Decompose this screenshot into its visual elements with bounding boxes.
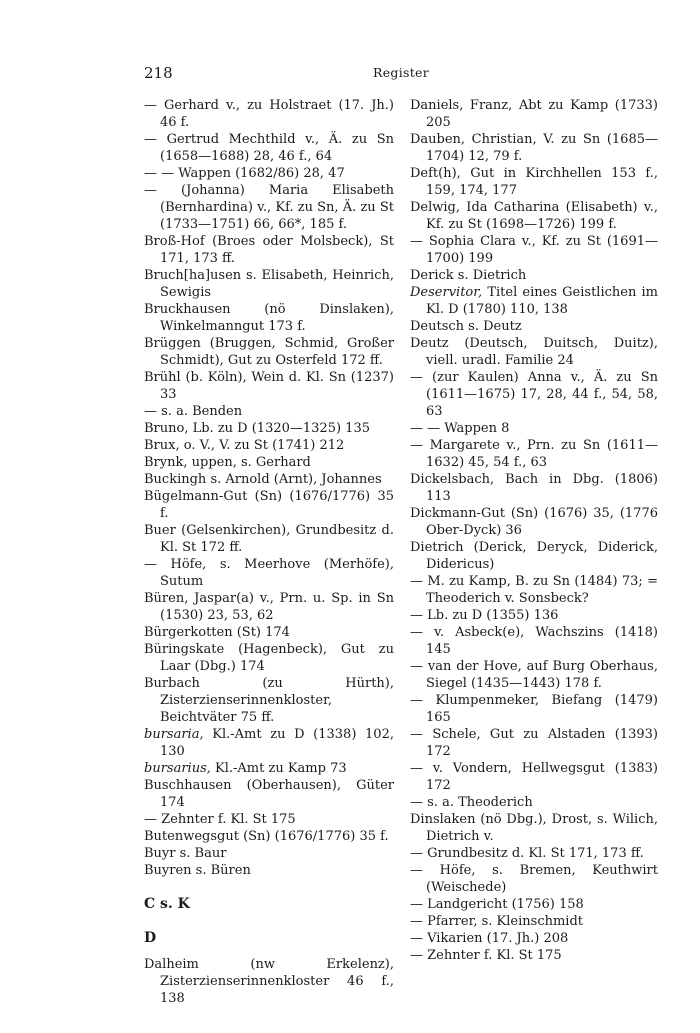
index-entry: — Lb. zu D (1355) 136 — [410, 608, 559, 623]
index-entry: Bruno, Lb. zu D (1320—1325) 135 — [144, 421, 370, 436]
index-entry: — v. Vondern, Hellwegsgut (1383) 172 — [410, 761, 658, 793]
running-head: Register — [372, 65, 430, 80]
index-entry: — Höfe, s. Bremen, Keuthwirt (Weischede) — [410, 863, 658, 895]
index-entry: Dauben, Christian, V. zu Sn (1685—1704) 12, 79 f. — [410, 132, 658, 164]
index-entry: Burbach (zu Hürth), Zisterzienserinnenkloster, Beichtväter 75 ff. — [144, 676, 394, 725]
index-entry: — — Wappen (1682/86) 28, 47 — [144, 166, 345, 181]
index-entry: — Zehnter f. Kl. St 175 — [144, 812, 296, 827]
index-entry: Deutsch s. Deutz — [410, 319, 522, 334]
index-entry: — Klumpenmeker, Biefang (1479) 165 — [410, 693, 658, 725]
index-entry: — Landgericht (1756) 158 — [410, 897, 584, 912]
index-entry: Brühl (b. Köln), Wein d. Kl. Sn (1237) 33 — [144, 370, 394, 402]
index-entry: Dickmann-Gut (Sn) (1676) 35, (1776 Ober-Dyck) 36 — [410, 506, 658, 538]
index-entry: Broß-Hof (Broes oder Molsbeck), St 171, 173 ff. — [144, 234, 394, 266]
index-entry: Butenwegsgut (Sn) (1676/1776) 35 f. — [144, 829, 389, 844]
index-entry: Delwig, Ida Catharina (Elisabeth) v., Kf. zu St (1698—1726) 199 f. — [410, 200, 658, 232]
index-entry: — Zehnter f. Kl. St 175 — [410, 948, 562, 963]
index-entry: — v. Asbeck(e), Wachszins (1418) 145 — [410, 625, 658, 657]
page-header — [144, 64, 658, 86]
index-entry — [144, 726, 394, 760]
index-entry: Buckingh s. Arnold (Arnt), Johannes — [144, 472, 382, 487]
index-entry — [144, 760, 394, 777]
page-number: 218 — [144, 64, 173, 82]
index-entry: — M. zu Kamp, B. zu Sn (1484) 73; = Theoderich v. Sonsbeck? — [410, 574, 658, 606]
section-heading-d: D — [144, 930, 157, 946]
index-entry: Dietrich (Derick, Deryck, Diderick, Didericus) — [410, 540, 658, 572]
index-entry: Buyr s. Baur — [144, 846, 227, 861]
index-entry: Brux, o. V., V. zu St (1741) 212 — [144, 438, 345, 453]
index-entry: — Gertrud Mechthild v., Ä. zu Sn (1658—1688) 28, 46 f., 64 — [144, 132, 394, 164]
index-entry: Buer (Gelsenkirchen), Grundbesitz d. Kl. St 172 ff. — [144, 523, 394, 555]
index-entry: Bürgerkotten (St) 174 — [144, 625, 290, 640]
section-heading-c: C s. K — [144, 896, 190, 912]
index-term-italic: bursaria, — [144, 727, 204, 742]
index-entry: — s. a. Benden — [144, 404, 243, 419]
index-entry-text: Kl.-Amt zu D (1338) 102, 130 — [160, 727, 394, 759]
index-entry: Dinslaken (nö Dbg.), Drost, s. Wilich, Dietrich v. — [410, 812, 658, 844]
index-entry — [410, 284, 658, 318]
index-entry: Büringskate (Hagenbeck), Gut zu Laar (Dbg.) 174 — [144, 642, 394, 674]
index-entry: — Schele, Gut zu Alstaden (1393) 172 — [410, 727, 658, 759]
index-entry: Buschhausen (Oberhausen), Güter 174 — [144, 778, 394, 810]
index-entry: — Sophia Clara v., Kf. zu St (1691—1700) 199 — [410, 234, 658, 266]
right-column — [410, 97, 658, 964]
index-entry: Deutz (Deutsch, Duitsch, Duitz), viell. uradl. Familie 24 — [410, 336, 658, 368]
index-entry: Bügelmann-Gut (Sn) (1676/1776) 35 f. — [144, 489, 394, 521]
index-entry: Derick s. Dietrich — [410, 268, 527, 283]
index-entry: — Grundbesitz d. Kl. St 171, 173 ff. — [410, 846, 644, 861]
index-entry: — van der Hove, auf Burg Oberhaus, Siegel (1435—1443) 178 f. — [410, 659, 658, 691]
index-entry: Brüggen (Bruggen, Schmid, Großer Schmidt), Gut zu Osterfeld 172 ff. — [144, 336, 394, 368]
index-entry: Brynk, uppen, s. Gerhard — [144, 455, 311, 470]
index-entry: — Gerhard v., zu Holstraet (17. Jh.) 46 f. — [144, 98, 394, 130]
index-entry: Bruch[ha]usen s. Elisabeth, Heinrich, Sewigis — [144, 268, 394, 300]
index-term-italic: Deservitor, — [410, 285, 483, 300]
index-entry: Daniels, Franz, Abt zu Kamp (1733) 205 — [410, 98, 658, 130]
index-entry: — (zur Kaulen) Anna v., Ä. zu Sn (1611—1675) 17, 28, 44 f., 54, 58, 63 — [410, 370, 658, 419]
index-entry: Deft(h), Gut in Kirchhellen 153 f., 159, 174, 177 — [410, 166, 658, 198]
index-entry: — Margarete v., Prn. zu Sn (1611—1632) 45, 54 f., 63 — [410, 438, 658, 470]
index-entry: Dalheim (nw Erkelenz), Zisterzienserinnenkloster 46 f., 138 — [144, 957, 394, 1006]
index-entry: Dickelsbach, Bach in Dbg. (1806) 113 — [410, 472, 658, 504]
index-entry: — Vikarien (17. Jh.) 208 — [410, 931, 569, 946]
index-entry: — s. a. Theoderich — [410, 795, 533, 810]
index-entry-text: Titel eines Geistlichen im Kl. D (1780) 110, 138 — [426, 285, 658, 317]
index-entry: — (Johanna) Maria Elisabeth (Bernhardina) v., Kf. zu Sn, Ä. zu St (1733—1751) 66, 66*, 185 f. — [144, 183, 394, 232]
index-entry: — Pfarrer, s. Kleinschmidt — [410, 914, 583, 929]
index-entry-text: Kl.-Amt zu Kamp 73 — [210, 761, 347, 776]
index-entry: — Höfe, s. Meerhove (Merhöfe), Sutum — [144, 557, 394, 589]
index-entry: Buyren s. Büren — [144, 863, 251, 878]
index-entry: Büren, Jaspar(a) v., Prn. u. Sp. in Sn (1530) 23, 53, 62 — [144, 591, 394, 623]
index-term-italic: bursarius, — [144, 761, 211, 776]
index-entry: Bruckhausen (nö Dinslaken), Winkelmanngut 173 f. — [144, 302, 394, 334]
index-entry: — — Wappen 8 — [410, 421, 510, 436]
left-column — [144, 97, 394, 1007]
